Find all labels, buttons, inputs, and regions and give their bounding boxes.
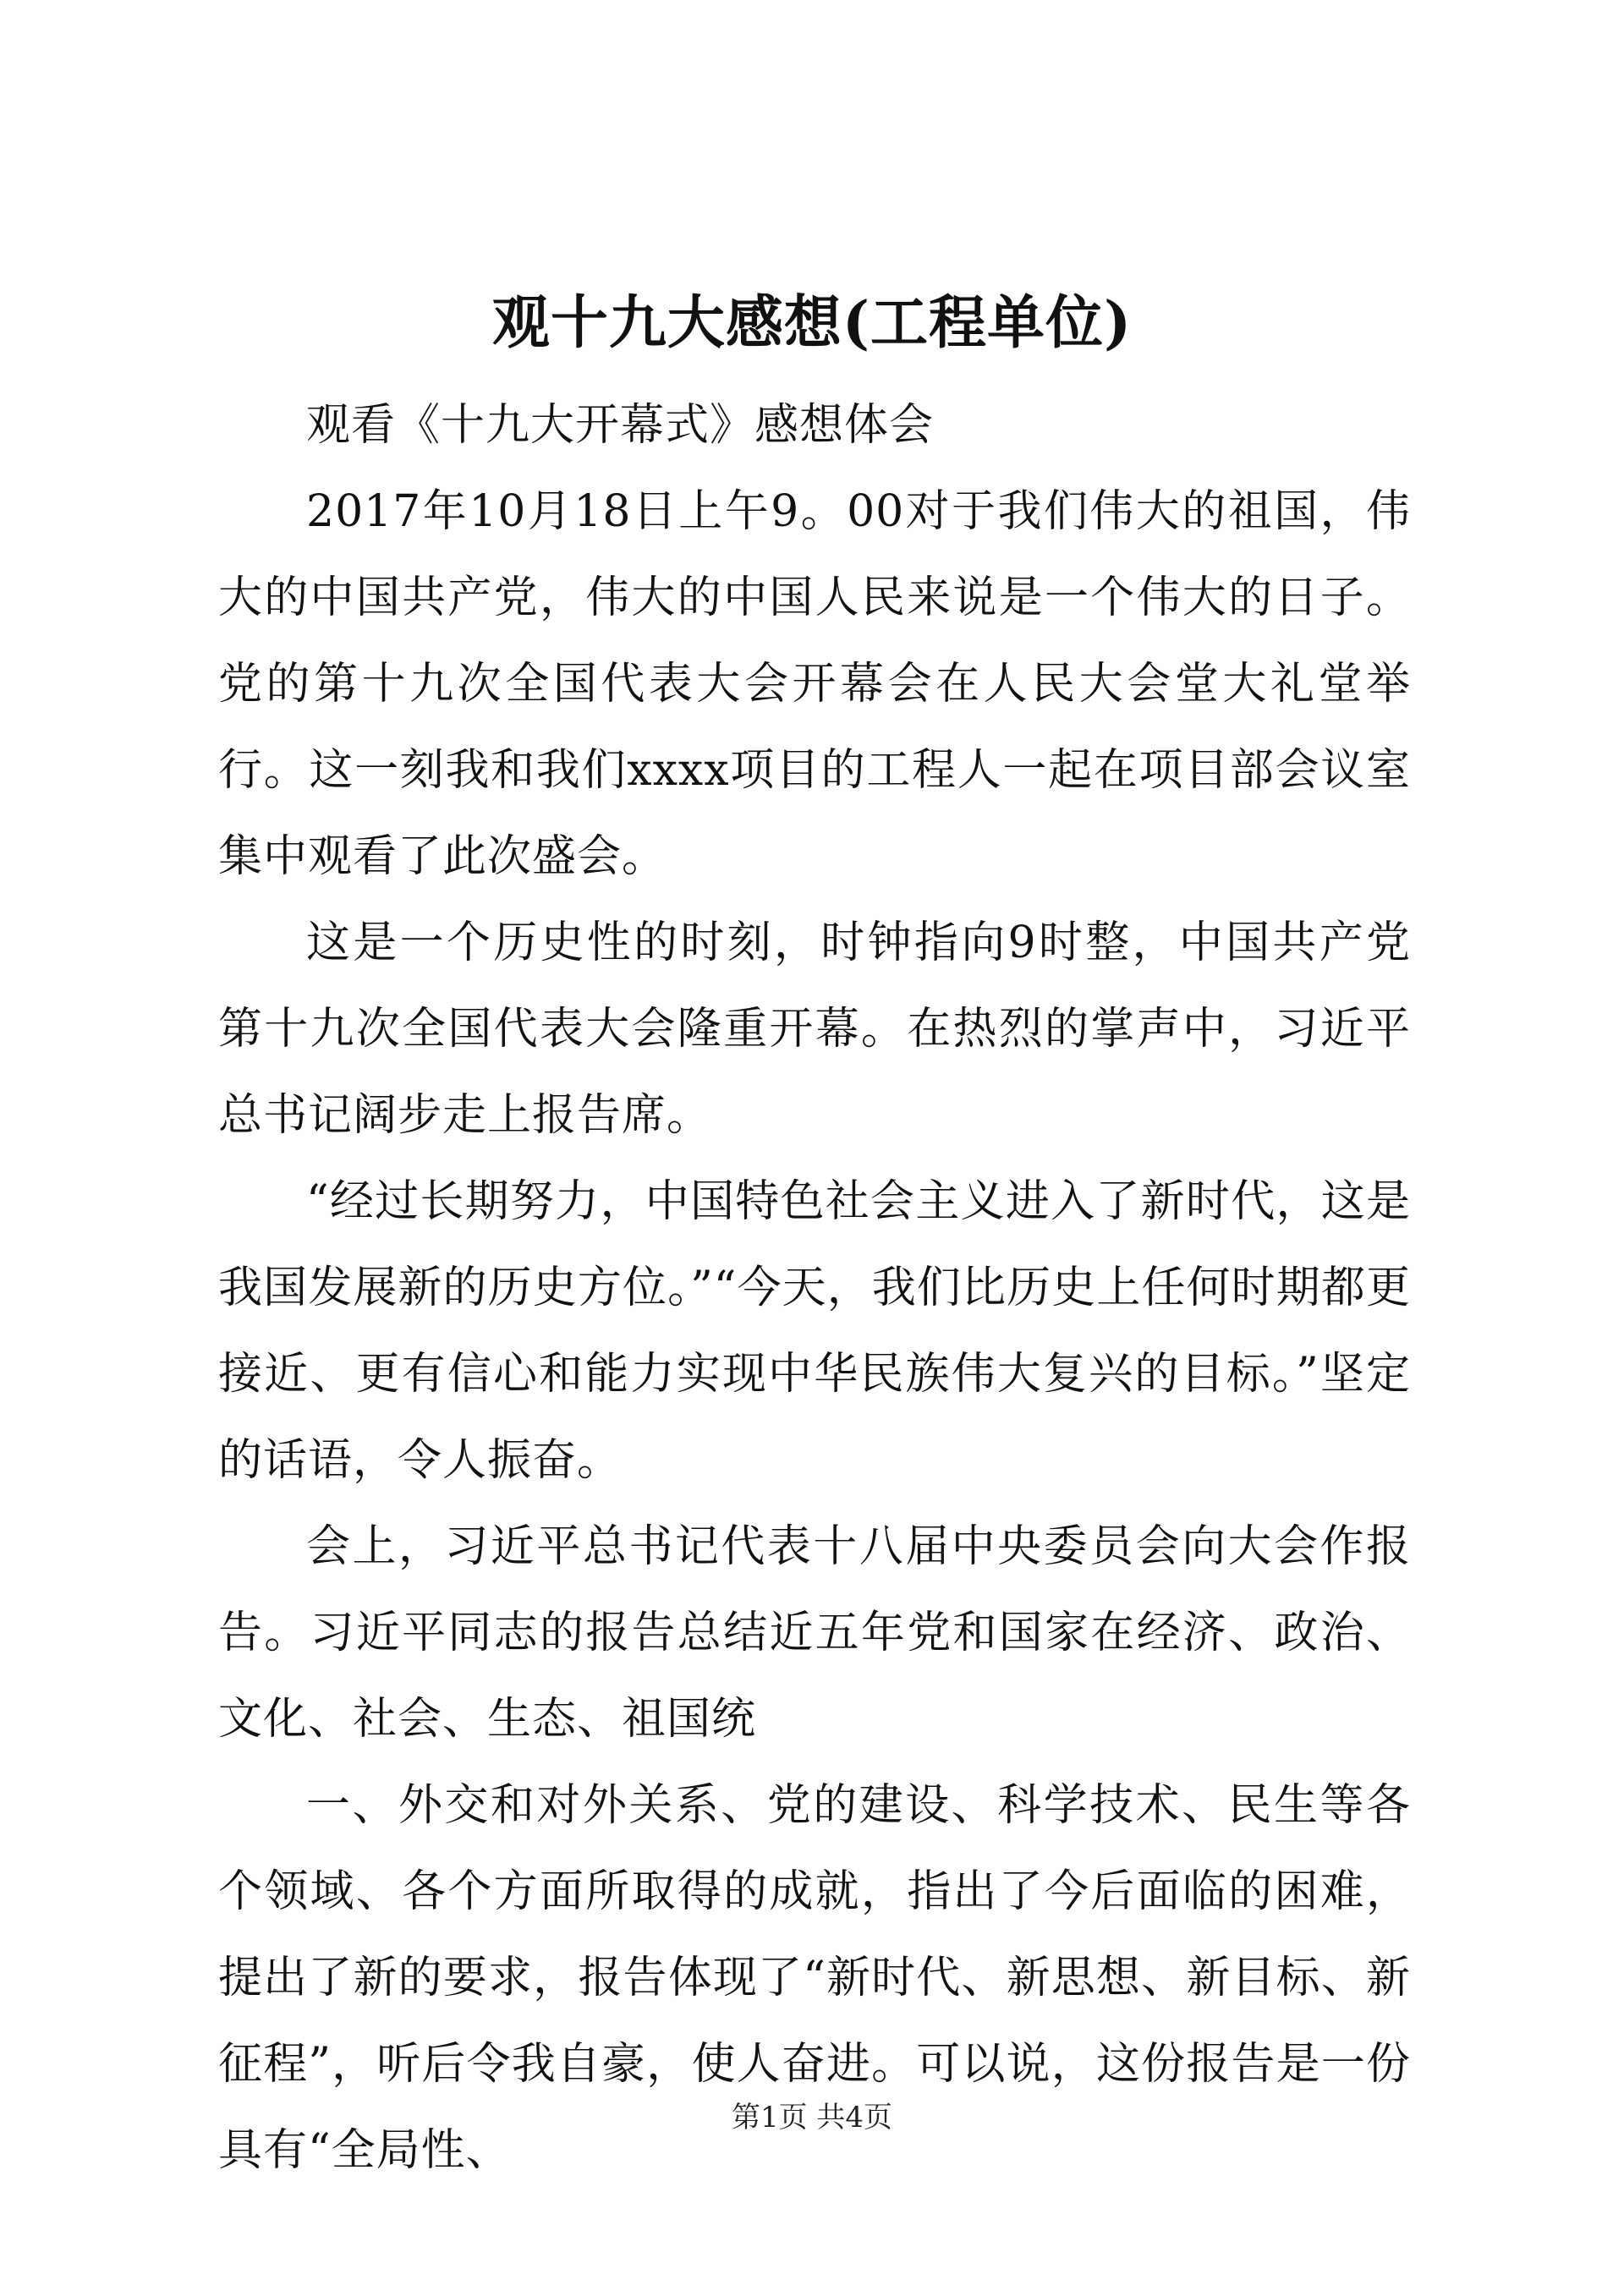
paragraph: “经过长期努力，中国特色社会主义进入了新时代，这是我国发展新的历史方位。”“今天，我们比历史上任何时期都更接近、更有信心和能力实现中华民族伟大复兴的目标。”坚定的话语，令人振奋。: [218, 1176, 1411, 1486]
document-body: [218, 382, 1411, 2194]
paragraph: 这是一个历史性的时刻，时钟指向9时整，中国共产党第十九次全国代表大会隆重开幕。在热烈的掌声中，习近平总书记阔步走上报告席。: [218, 918, 1411, 1141]
paragraph: 2017年10月18日上午9。00对于我们伟大的祖国，伟大的中国共产党，伟大的中国人民来说是一个伟大的日子。党的第十九次全国代表大会开幕会在人民大会堂大礼堂举行。这一刻我和我们xxxx项目的工程人一起在项目部会议室集中观看了此次盛会。: [218, 486, 1411, 882]
paragraph: 会上，习近平总书记代表十八届中央委员会向大会作报告。习近平同志的报告总结近五年党和国家在经济、政治、文化、社会、生态、祖国统: [218, 1521, 1411, 1745]
paragraph: 一、外交和对外关系、党的建设、科学技术、民生等各个领域、各个方面所取得的成就，指出了今后面临的困难，提出了新的要求，报告体现了“新时代、新思想、新目标、新征程”，听后令我自豪，使人奋进。可以说，这份报告是一份具有“全局性、: [218, 1780, 1411, 2176]
document-title: 观十九大感想(工程单位): [491, 289, 1133, 357]
page-footer: 第1页 共4页: [731, 2101, 893, 2134]
paragraph-subtitle: 观看《十九大开幕式》感想体会: [306, 400, 935, 451]
